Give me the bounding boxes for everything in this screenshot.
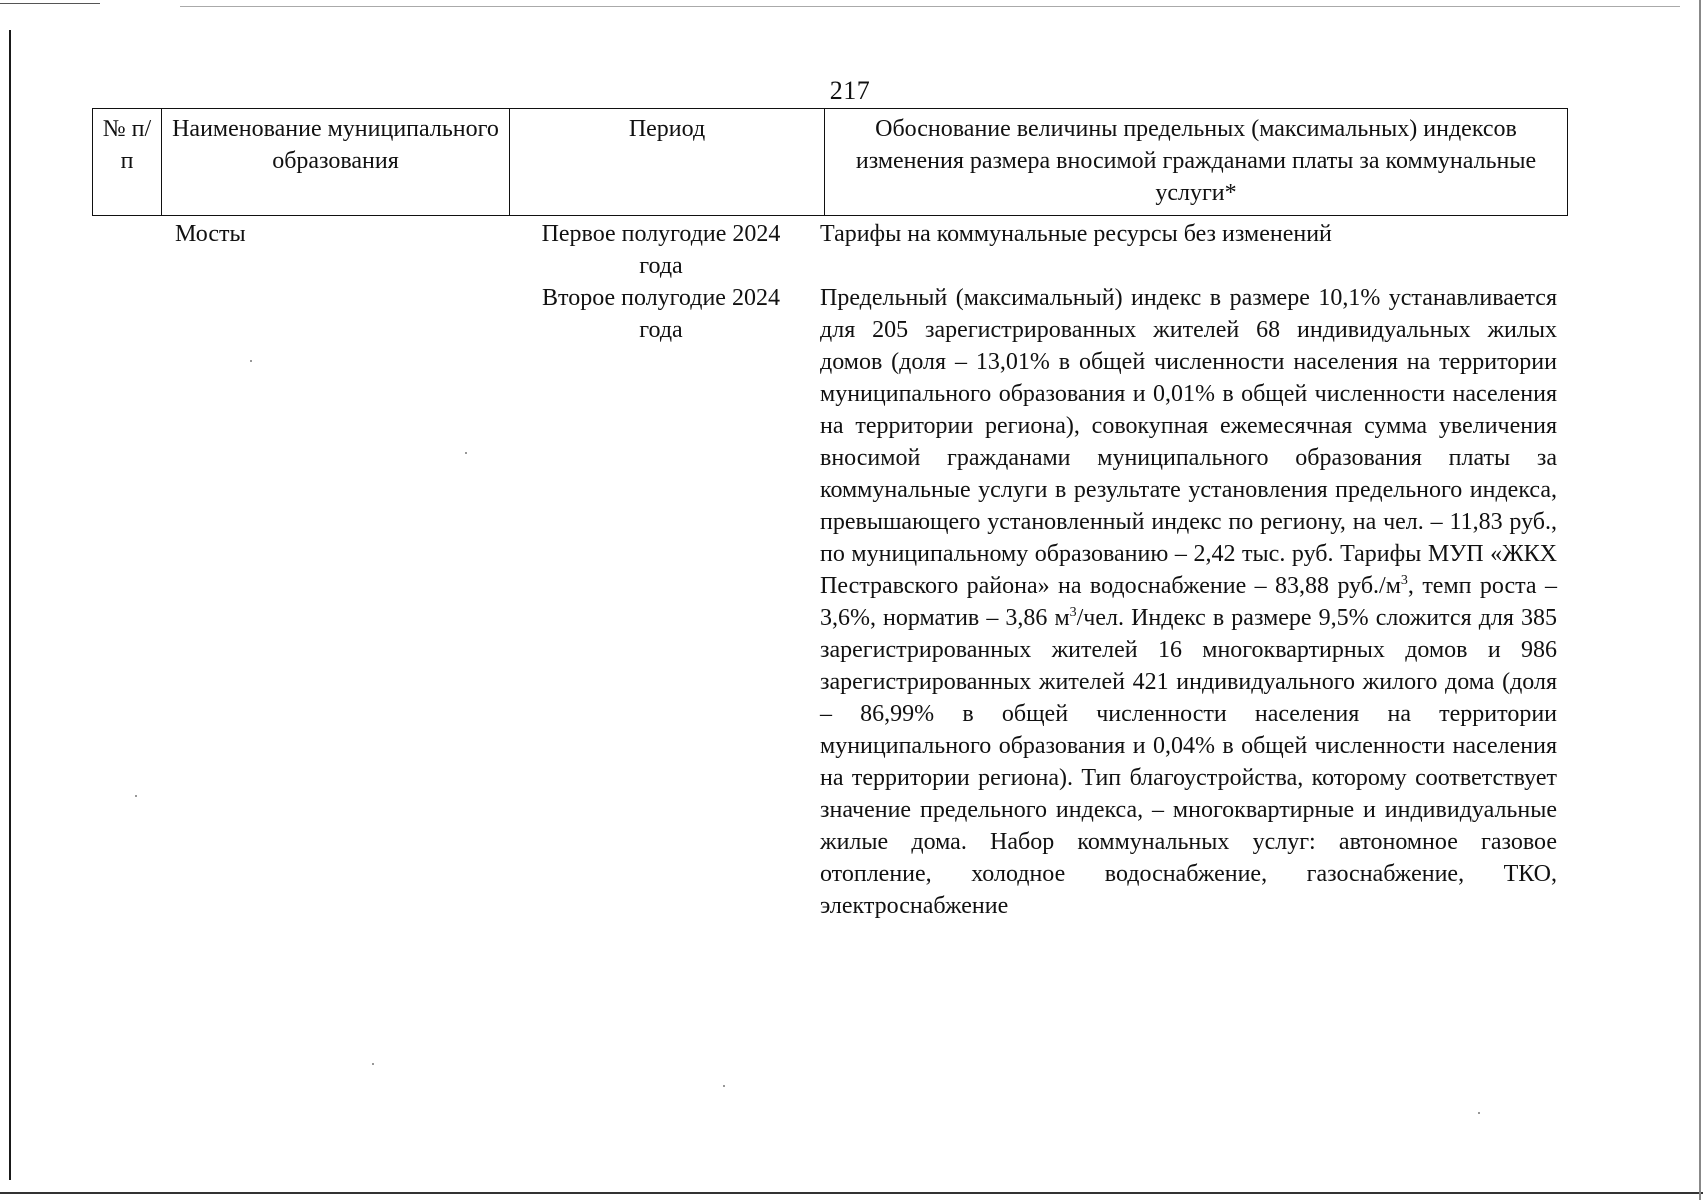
scan-speck [723,1085,725,1087]
municipality-name: Мосты [175,221,246,247]
basis-second-half [820,282,1557,922]
basis-text-part1: Предельный (максимальный) индекс в размере 10,1% устанавливается для 205 зарегистрированных жителей 68 индивидуальных жилых домов (доля – 13,01% в общей численности населения на территории муниципального образования и 0,01% в общей численности населения на территории региона), совокупная ежемесячная сумма увеличения вносимой гражданами муниципального образования платы за коммунальные услуги в результате установления предельного индекса, превышающего установленный индекс по региону, на чел. – 11,83 руб., по муниципальному образованию – 2,42 тыс. руб. Тарифы МУП «ЖКХ Пестравского района» на водоснабжение – 83,88 руб./м [820,285,1557,599]
header-number: № п/п [93,109,162,216]
basis-text-part2: , темп роста – 3,6%, норматив – 3,86 м [820,573,1557,631]
scan-speck [465,452,467,454]
scan-border-top [0,3,100,4]
period-first-half: Первое полугодие 2024 года [541,221,781,279]
superscript-cubic: 3 [1400,573,1408,588]
header-municipality: Наименование муниципального образования [162,109,510,216]
header-basis: Обоснование величины предельных (максимальных) индексов изменения размера вносимой гражданами платы за коммунальные услуги* [825,109,1568,216]
table-header-row [93,109,1568,216]
scan-speck [372,1063,374,1065]
scan-border-left [9,30,11,1180]
scan-speck [250,360,252,362]
period-second-half: Второе полугодие 2024 года [542,285,780,343]
basis-text-part3: /чел. Индекс в размере 9,5% сложится для 385 зарегистрированных жителей 16 многоквартирных домов и 986 зарегистрированных жителей 421 индивидуального жилого дома (доля – 86,99% в общей численности населения на территории муниципального образования и 0,04% в общей численности населения на территории региона). Тип благоустройства, которому соответствует значение предельного индекса, – многоквартирные и индивидуальные жилые дома. Набор коммунальных услуг: автономное газовое отопление, холодное водоснабжение, газоснабжение, ТКО, электроснабжение [820,605,1557,919]
superscript-cubic: 3 [1069,605,1077,620]
scan-speck [1478,1112,1480,1114]
scan-speck [135,795,137,797]
page-number: 217 [829,76,871,105]
header-period: Период [510,109,825,216]
basis-first-half: Тарифы на коммунальные ресурсы без изменений [820,221,1332,247]
scan-border-bottom [0,1192,1703,1194]
table-header [92,108,1568,216]
scan-border-top-faint [180,6,1680,7]
scan-border-right [1699,0,1701,1200]
